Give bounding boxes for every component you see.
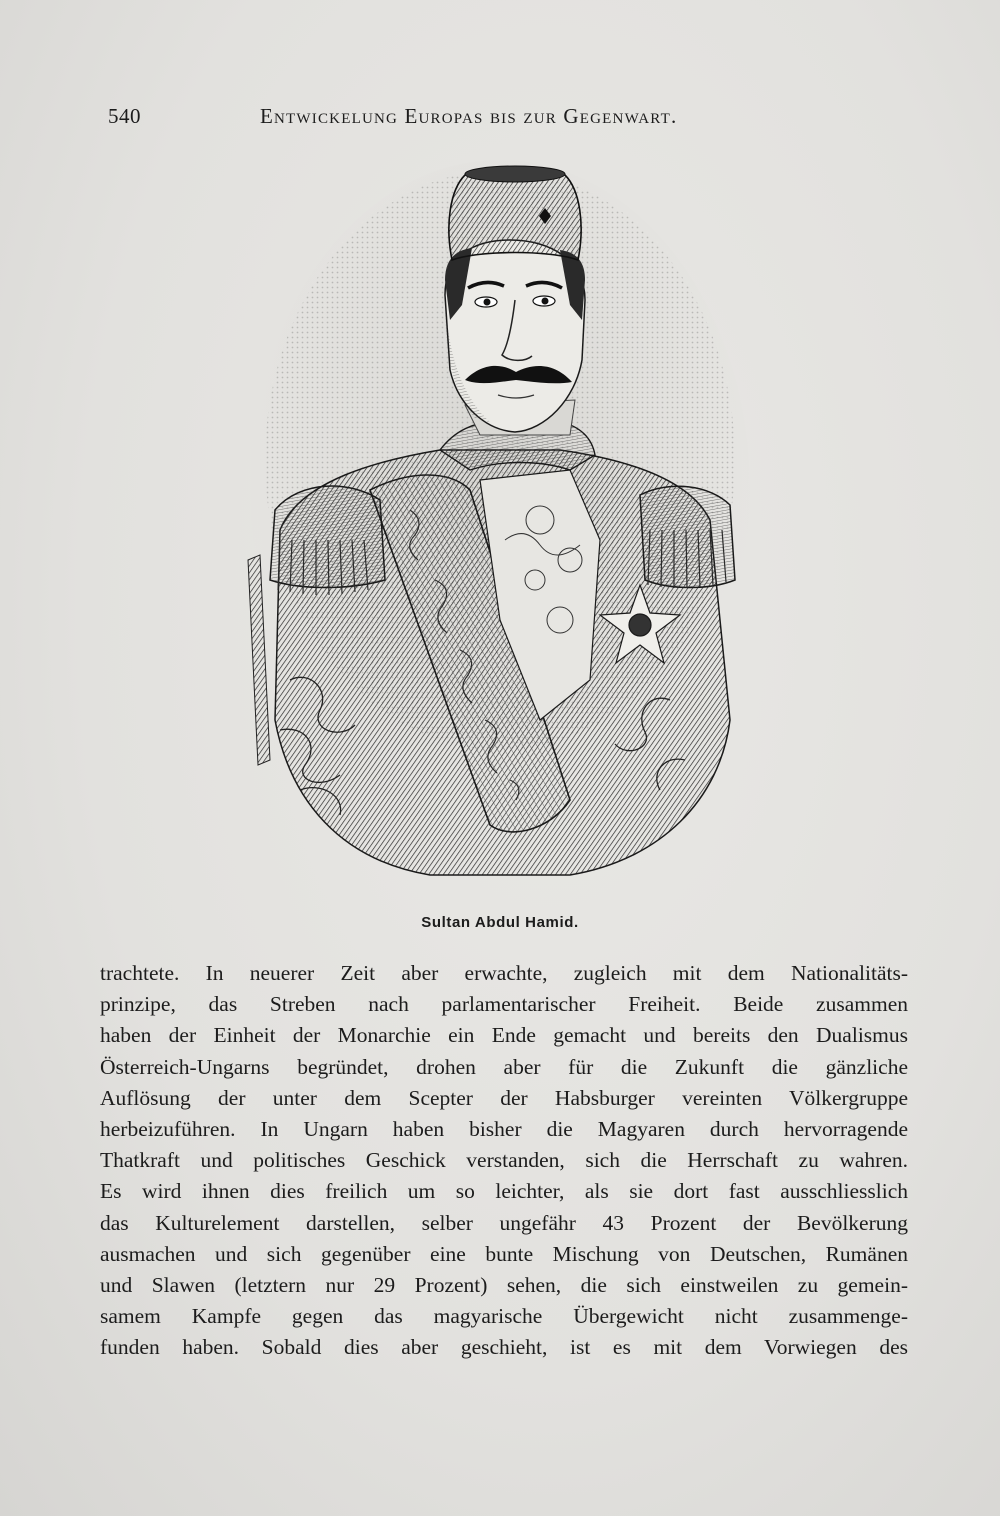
text-line: Österreich-Ungarns begründet, drohen aber für die Zukunft die gänzliche [100, 1054, 908, 1079]
text-line: prinzipe, das Streben nach parlamentarischer Freiheit. Beide zusammen [100, 992, 908, 1017]
portrait-engraving [240, 160, 760, 900]
text-line: ausmachen und sich gegenüber eine bunte Mischung von Deutschen, Rumänen [100, 1241, 908, 1266]
text-line: herbeizuführen. In Ungarn haben bisher die Magyaren durch hervorragende [100, 1116, 908, 1141]
body-text [100, 958, 908, 1363]
text-line: haben der Einheit der Monarchie ein Ende gemacht und bereits den Dualismus [100, 1023, 908, 1048]
figure-caption: Sultan Abdul Hamid. [421, 914, 579, 931]
running-head: Entwickelung Europas bis zur Gegenwart. [260, 104, 678, 128]
text-line: samem Kampfe gegen das magyarische Übergewicht nicht zusammenge- [100, 1304, 908, 1329]
text-line: Auflösung der unter dem Scepter der Habsburger vereinten Völkergruppe [100, 1085, 908, 1110]
text-line: Es wird ihnen dies freilich um so leichter, als sie dort fast ausschliesslich [100, 1179, 908, 1204]
text-line: Thatkraft und politisches Geschick verstanden, sich die Herrschaft zu wahren. [100, 1148, 908, 1173]
page-number: 540 [108, 104, 141, 128]
page-header [108, 100, 780, 136]
text-line: trachtete. In neuerer Zeit aber erwachte, zugleich mit dem Nationalitäts- [100, 961, 908, 985]
text-line: und Slawen (letztern nur 29 Prozent) sehen, die sich einstweilen zu gemein- [100, 1272, 908, 1297]
text-line: das Kulturelement darstellen, selber ungefähr 43 Prozent der Bevölkerung [100, 1210, 908, 1235]
text-line: funden haben. Sobald dies aber geschieht, ist es mit dem Vorwiegen des [100, 1335, 908, 1360]
